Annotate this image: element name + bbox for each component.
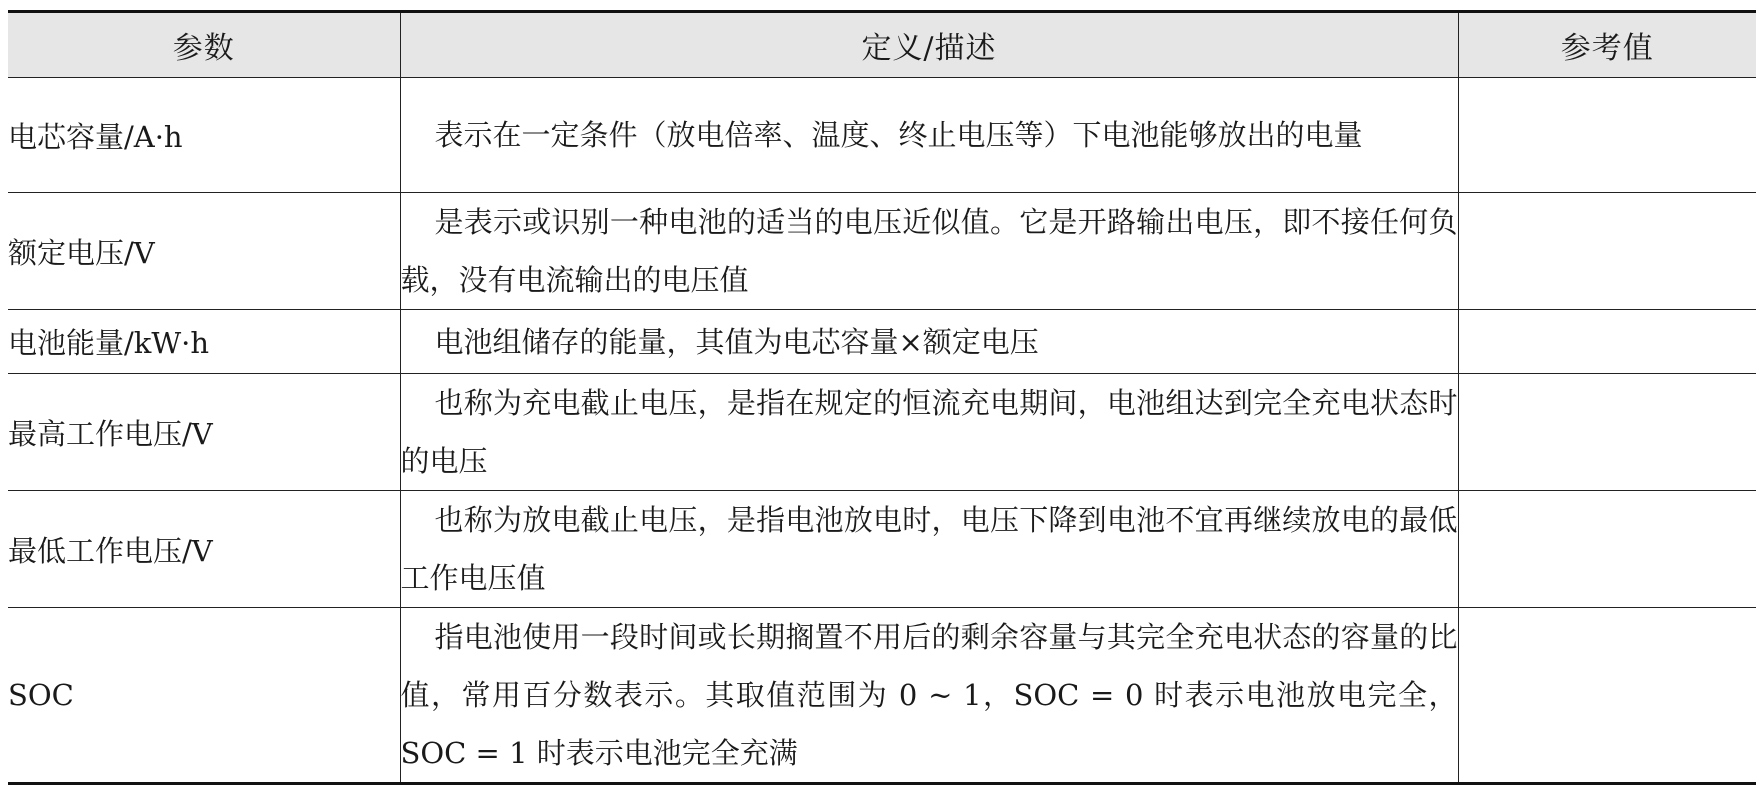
param-cell: 电池能量/kW·h (8, 310, 400, 374)
header-reference-value: 参考值 (1560, 31, 1654, 66)
param-cell: SOC (8, 608, 400, 784)
param-cell: 最低工作电压/V (8, 491, 400, 608)
reference-cell (1458, 193, 1756, 310)
description-cell: 也称为充电截止电压，是指在规定的恒流充电期间，电池组达到完全充电状态时的电压 (400, 374, 1458, 491)
description-cell: 表示在一定条件（放电倍率、温度、终止电压等）下电池能够放出的电量 (400, 78, 1458, 193)
table-row (8, 491, 1756, 608)
description-cell: 也称为放电截止电压，是指电池放电时，电压下降到电池不宜再继续放电的最低工作电压值 (400, 491, 1458, 608)
header-parameter: 参数 (8, 12, 400, 78)
table-row (8, 193, 1756, 310)
table-header (8, 12, 1756, 78)
header-row (8, 12, 1756, 78)
table-row (8, 608, 1756, 784)
table-body (8, 78, 1756, 784)
table-row (8, 374, 1756, 491)
battery-parameter-table (8, 10, 1756, 785)
table-row (8, 310, 1756, 374)
reference-cell (1458, 491, 1756, 608)
reference-cell (1458, 374, 1756, 491)
param-cell: 额定电压/V (8, 193, 400, 310)
description-cell: 是表示或识别一种电池的适当的电压近似值。它是开路输出电压，即不接任何负载，没有电流输出的电压值 (400, 193, 1458, 310)
reference-cell (1458, 608, 1756, 784)
description-cell: 电池组储存的能量，其值为电芯容量×额定电压 (400, 310, 1458, 374)
param-cell: 电芯容量/A·h (8, 78, 400, 193)
reference-cell (1458, 310, 1756, 374)
description-cell: 指电池使用一段时间或长期搁置不用后的剩余容量与其完全充电状态的容量的比值，常用百分数表示。其取值范围为 0 ~ 1，SOC = 0 时表示电池放电完全，SOC = 1 时表示电池完全充满 (400, 608, 1458, 784)
header-definition: 定义/描述 (400, 12, 1458, 78)
param-cell: 最高工作电压/V (8, 374, 400, 491)
table-row (8, 78, 1756, 193)
reference-cell (1458, 78, 1756, 193)
